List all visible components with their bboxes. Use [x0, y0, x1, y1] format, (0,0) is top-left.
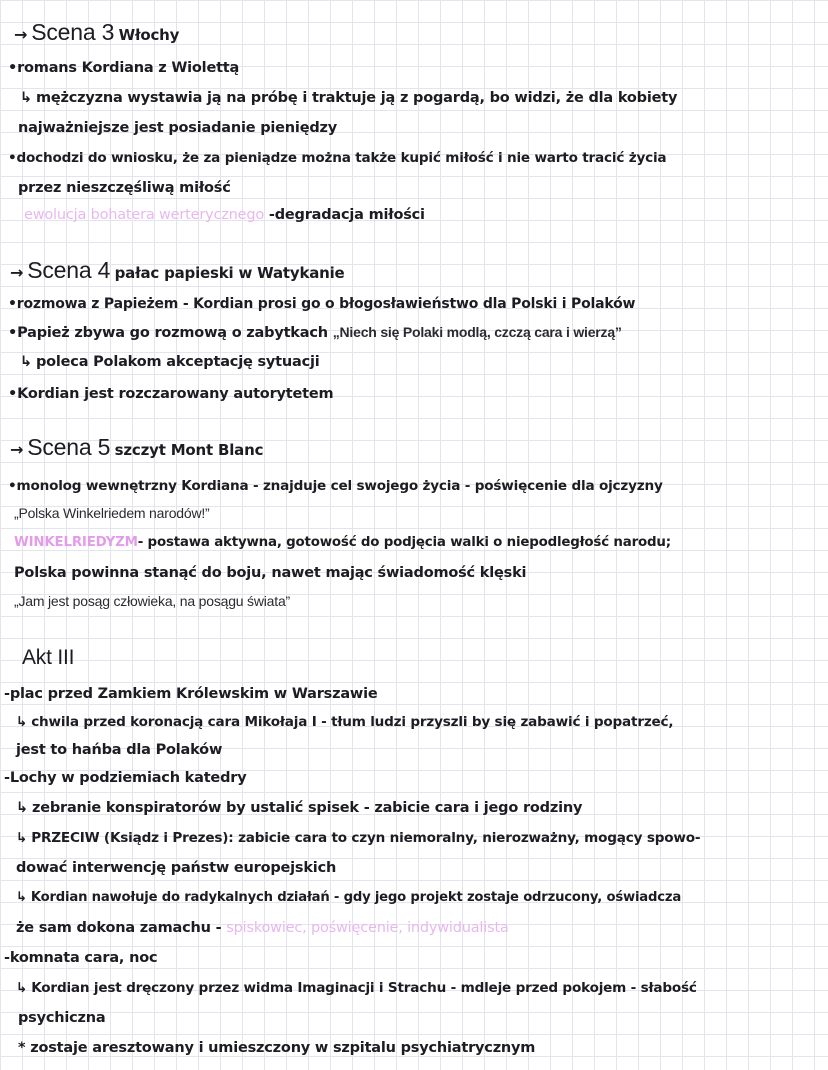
- scene5-title: Scena 5: [27, 434, 111, 460]
- act3-item2: -Lochy w podziemiach katedry: [4, 770, 247, 786]
- act3-item1-sub2: jest to hańba dla Polaków: [16, 742, 223, 758]
- scene5-quote2: „Jam jest posąg człowieka, na posągu świata”: [14, 593, 291, 609]
- scene5-bullet1: •monolog wewnętrzny Kordiana - znajduje cel swojego życia - poświęcenie dla ojczyzny: [8, 478, 663, 494]
- act3-item2-sub5: [16, 918, 509, 938]
- scene4-bullet2: [8, 322, 622, 343]
- act3-item1-sub1-text: chwila przed koronacją cara Mikołaja I - tłum ludzi przyszli by się zabawić i popatrzeć,: [31, 714, 674, 730]
- sub-arrow-icon: ↳: [16, 830, 28, 846]
- act3-item2-sub5-text: że sam dokona zamachu -: [16, 920, 227, 936]
- act3-item2-sub5-pink: spiskowiec, poświęcenie, indywidualista: [226, 920, 509, 936]
- act3-item3-sub1-text: Kordian jest dręczony przez widma Imaginacji i Strachu - mdleje przed pokojem - słabość: [31, 980, 697, 996]
- scene3-evolution-pink: ewolucja bohatera werterycznego: [24, 207, 265, 223]
- act3-item2-sub4-text: Kordian nawołuje do radykalnych działań - gdy jego projekt zostaje odrzucony, oświadcza: [30, 890, 682, 905]
- act3-item2-sub4: [16, 888, 681, 908]
- arrow-right-icon: →: [10, 440, 24, 459]
- act3-item2-sub2: [16, 828, 700, 848]
- scene4-title: Scena 4: [27, 257, 111, 283]
- act3-item3-sub1: [16, 978, 697, 998]
- arrow-right-icon: →: [14, 25, 28, 44]
- sub-arrow-icon: ↳: [16, 890, 27, 905]
- act3-item2-sub1-text: zebranie konspiratorów by ustalić spisek - zabicie cara i jego rodziny: [31, 800, 583, 816]
- scene5-heading: [10, 434, 264, 461]
- scene5-line-cont: Polska powinna stanąć do boju, nawet mając świadomość klęski: [14, 565, 527, 581]
- scene4-sub1: [20, 352, 320, 372]
- act3-item2-sub1: [16, 798, 582, 818]
- act3-item3-sub2: psychiczna: [18, 1010, 106, 1026]
- act3-item1: -plac przed Zamkiem Królewskim w Warszawie: [4, 686, 378, 702]
- scene3-heading: [14, 19, 180, 46]
- scene3-bullet1: •romans Kordiana z Wiolettą: [8, 60, 240, 76]
- scene3-line2: [20, 88, 677, 108]
- scene4-subtitle: pałac papieski w Watykanie: [114, 264, 345, 282]
- act3-title: Akt III: [22, 646, 75, 669]
- scene4-heading: [10, 257, 345, 284]
- scene3-line3: najważniejsze jest posiadanie pieniędzy: [18, 120, 338, 136]
- scene3-evolution-rest: -degradacja miłości: [264, 207, 425, 223]
- act3-item1-sub1: [16, 712, 673, 732]
- scene4-bullet1: •rozmowa z Papieżem - Kordian prosi go o błogosławieństwo dla Polski i Polaków: [8, 296, 636, 312]
- scene5-subtitle: szczyt Mont Blanc: [114, 441, 264, 459]
- scene5-quote1: „Polska Winkelriedem narodów!”: [14, 505, 210, 521]
- act3-item3: -komnata cara, noc: [4, 950, 158, 966]
- sub-arrow-icon: ↳: [16, 714, 28, 730]
- arrow-right-icon: →: [10, 263, 24, 282]
- scene4-sub1-text: poleca Polakom akceptację sytuacji: [35, 354, 320, 370]
- scene3-evolution: [24, 205, 425, 225]
- act3-item2-sub2-text: PRZECIW (Ksiądz i Prezes): zabicie cara to czyn niemoralny, nierozważny, mogący spowo-: [31, 830, 701, 846]
- scene5-term-rest: - postawa aktywna, gotowość do podjęcia walki o niepodległość narodu;: [137, 535, 671, 550]
- act3-item2-sub3: dować interwencję państw europejskich: [16, 860, 337, 876]
- scene4-bullet3: •Kordian jest rozczarowany autorytetem: [8, 386, 334, 402]
- scene3-line5: przez nieszczęśliwą miłość: [18, 180, 231, 196]
- act3-item3-star: * zostaje aresztowany i umieszczony w szpitalu psychiatrycznym: [18, 1040, 536, 1056]
- scene4-bullet2-text: •Papież zbywa go rozmową o zabytkach: [8, 325, 328, 341]
- scene3-subtitle: Włochy: [118, 26, 180, 44]
- scene5-term: [14, 533, 671, 553]
- sub-arrow-icon: ↳: [20, 354, 32, 370]
- sub-arrow-icon: ↳: [16, 980, 28, 996]
- scene3-title: Scena 3: [31, 19, 115, 45]
- sub-arrow-icon: ↳: [20, 90, 32, 106]
- sub-arrow-icon: ↳: [16, 800, 28, 816]
- scene3-line2-text: mężczyzna wystawia ją na próbę i traktuje ją z pogardą, bo widzi, że dla kobiety: [35, 90, 678, 106]
- scene3-bullet2: •dochodzi do wniosku, że za pieniądze można także kupić miłość i nie warto tracić życia: [8, 150, 667, 166]
- scene5-term-pink: WINKELRIEDYZM: [14, 535, 138, 550]
- scene4-quote: „Niech się Polaki modlą, czczą cara i wierzą”: [332, 324, 622, 340]
